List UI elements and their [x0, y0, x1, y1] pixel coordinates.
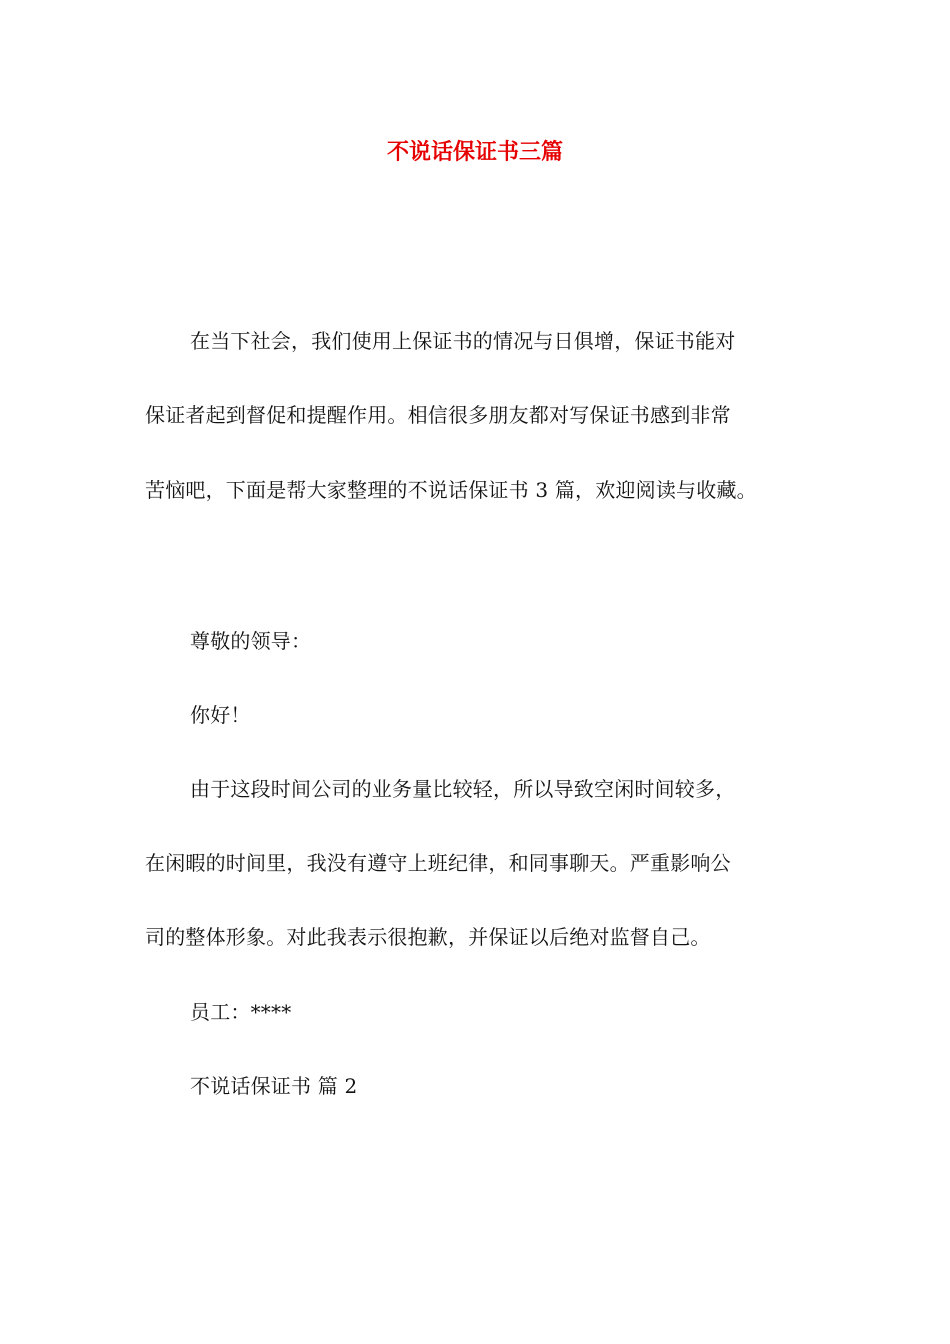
intro-line-1: 在当下社会，我们使用上保证书的情况与日俱增，保证书能对	[190, 329, 736, 353]
body-line-3: 司的整体形象。对此我表示很抱歉，并保证以后绝对监督自己。	[145, 925, 711, 949]
greeting: 你好！	[190, 703, 251, 727]
section-heading: 不说话保证书 篇 2	[190, 1074, 358, 1098]
document-title: 不说话保证书三篇	[386, 139, 563, 165]
body-line-1: 由于这段时间公司的业务量比较轻，所以导致空闲时间较多，	[190, 777, 736, 801]
salutation: 尊敬的领导：	[190, 629, 312, 653]
intro-line-3: 苦恼吧，下面是帮大家整理的不说话保证书 3 篇，欢迎阅读与收藏。	[145, 478, 757, 502]
body-line-2: 在闲暇的时间里，我没有遵守上班纪律，和同事聊天。严重影响公	[145, 851, 731, 875]
signature: 员工：****	[190, 1000, 292, 1024]
intro-line-2: 保证者起到督促和提醒作用。相信很多朋友都对写保证书感到非常	[145, 403, 731, 427]
